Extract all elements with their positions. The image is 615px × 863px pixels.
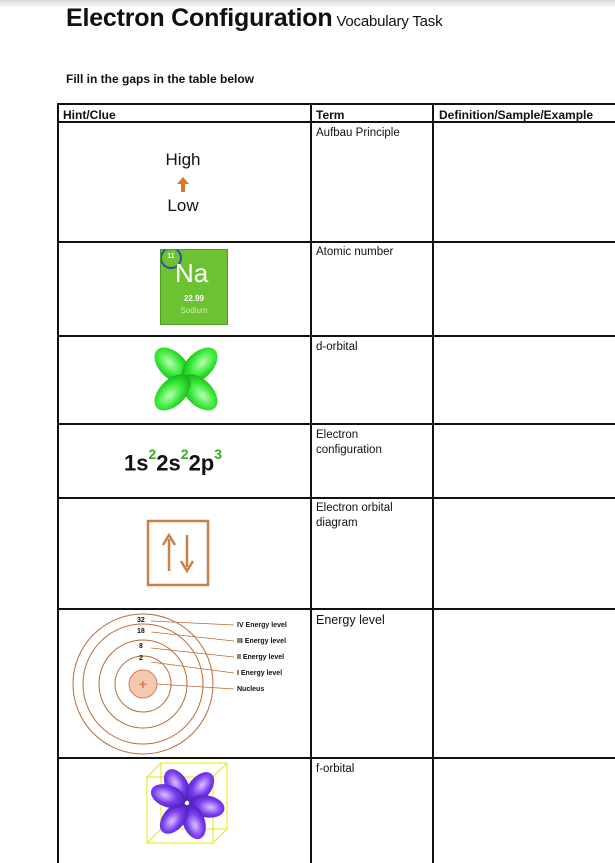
- energy-level-label: I Energy level: [237, 670, 283, 677]
- energy-level-label: Nucleus: [237, 686, 265, 693]
- capacity-2: 2: [139, 655, 143, 662]
- config-exponent: 2: [180, 446, 189, 462]
- energy-level-leader-lines: [151, 621, 234, 689]
- atomic-number: 11: [167, 253, 175, 260]
- energy-level-label: IV Energy level: [237, 622, 287, 629]
- header-hint: Hint/Clue: [63, 108, 116, 122]
- page-title: [66, 4, 442, 33]
- term-d-orbital: d-orbital: [316, 341, 358, 353]
- hint-low-label: Low: [167, 196, 199, 215]
- electron-configuration-notation: [124, 446, 223, 476]
- header-term: Term: [316, 108, 345, 122]
- up-arrow-icon: [173, 175, 193, 195]
- instructions: Fill in the gaps in the table below: [66, 72, 255, 86]
- column-divider: [432, 103, 434, 863]
- term-f-orbital: f-orbital: [316, 763, 355, 775]
- energy-level-label: III Energy level: [237, 638, 287, 645]
- config-exponent: 3: [214, 446, 223, 462]
- term-atomic-number: Atomic number: [316, 246, 394, 258]
- subtitle-text: Vocabulary Task: [336, 13, 443, 30]
- sodium-element-tile: [160, 249, 228, 325]
- config-part-2p: 2p: [188, 450, 215, 476]
- term-aufbau: Aufbau Principle: [316, 127, 400, 139]
- atomic-mass: 22.99: [183, 294, 205, 303]
- title-text: Electron Configuration: [66, 4, 333, 32]
- orbital-box: [148, 521, 208, 585]
- row-divider: [57, 497, 615, 499]
- term-orbital-diagram: Electron orbital diagram: [316, 502, 393, 529]
- row-divider: [57, 335, 615, 337]
- header-definition: Definition/Sample/Example: [439, 108, 594, 122]
- d-orbital-image: [143, 339, 229, 419]
- capacity-32: 32: [137, 617, 145, 624]
- vocabulary-table: [57, 103, 615, 863]
- f-orbital-image: [137, 759, 237, 855]
- capacity-8: 8: [139, 643, 143, 650]
- spin-up-arrow-icon: [163, 535, 175, 571]
- config-part-2s: 2s: [156, 450, 181, 476]
- table-border-top: [57, 103, 615, 105]
- hint-high-label: High: [165, 150, 201, 169]
- column-divider: [310, 103, 312, 863]
- spin-down-arrow-icon: [181, 535, 193, 571]
- energy-level-label: II Energy level: [237, 654, 285, 661]
- energy-level-diagram: [59, 610, 309, 756]
- orbital-box-diagram: [142, 515, 217, 595]
- config-exponent: 2: [148, 446, 157, 462]
- element-name: Sodium: [180, 306, 208, 315]
- element-symbol: Na: [175, 258, 209, 288]
- row-divider: [57, 241, 615, 243]
- row-divider: [57, 423, 615, 425]
- term-energy-level: Energy level: [316, 613, 385, 627]
- config-part-1s: 1s: [124, 450, 149, 476]
- term-electron-configuration: Electron configuration: [316, 429, 382, 456]
- nucleus-plus-icon: +: [138, 676, 148, 692]
- capacity-18: 18: [137, 628, 145, 635]
